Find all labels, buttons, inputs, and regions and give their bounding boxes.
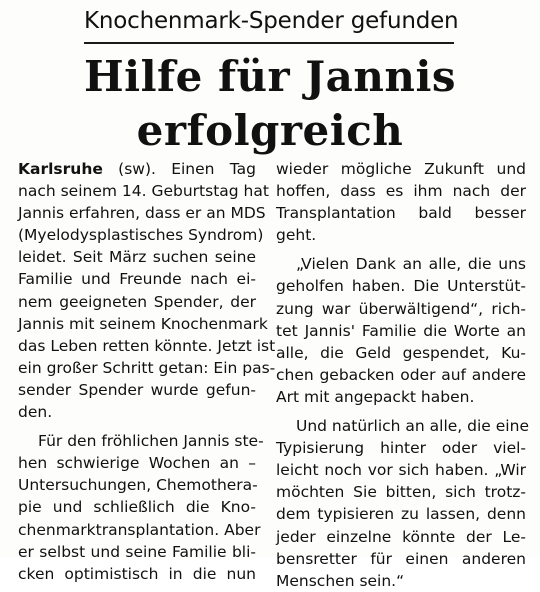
body-line: er selbst und seine Familie bli- <box>18 542 256 561</box>
dateline: Karlsruhe <box>18 160 103 178</box>
body-line: chenmarktransplantation. Aber <box>18 520 261 539</box>
body-line: „Vielen Dank an alle, die uns <box>296 255 526 274</box>
paragraph-gap <box>18 423 256 430</box>
right-column <box>276 158 529 592</box>
body-line: hen schwierige Wochen an – <box>18 454 256 473</box>
body-line: geholfen haben. Die Unterstüt- <box>276 277 526 296</box>
body-line: ein großer Schritt getan: Ein pas- <box>18 358 276 377</box>
body-line: chen gebacken oder auf andere <box>276 365 526 384</box>
body-line: das Leben retten könnte. Jetzt ist <box>18 336 276 355</box>
body-line: hoffen, dass es ihm nach der <box>276 182 526 201</box>
body-line: jeder einzelne könnte der Le- <box>276 527 526 546</box>
body-line: wieder mögliche Zukunft und <box>276 160 526 178</box>
body-line: Typisierung hinter oder viel- <box>276 439 526 458</box>
left-column <box>18 158 276 585</box>
body-line: Untersuchungen, Chemothera- <box>18 476 258 495</box>
body-line: leicht noch vor sich haben. „Wir <box>276 461 526 480</box>
body-line: dem typisieren zu lassen, denn <box>276 505 526 524</box>
body-line: Art mit angepackt haben. <box>276 387 475 406</box>
body-line: pie und schließlich die Kno- <box>18 498 256 517</box>
body-line: sender Spender wurde gefun- <box>18 380 256 399</box>
body-line: leidet. Seit März suchen seine <box>18 248 256 267</box>
body-line: alle, die Geld gespendet, Ku- <box>276 343 526 362</box>
body-line: möchten Sie bitten, sich trotz- <box>276 483 526 502</box>
headline-line-2: erfolgreich <box>136 106 404 155</box>
body-line: zung war überwältigend“, rich- <box>276 299 526 318</box>
body-line: nem geeigneten Spender, der <box>18 292 256 311</box>
body-line: geht. <box>276 226 317 245</box>
kicker-line: Knochenmark-Spender gefunden <box>84 4 454 44</box>
body-line: Jannis erfahren, dass er an MDS <box>18 204 266 223</box>
body-line: Für den fröhlichen Jannis ste- <box>38 432 264 451</box>
body-line: Und natürlich an alle, die eine <box>296 417 529 436</box>
body-line: Jannis mit seinem Knochenmark <box>18 314 268 333</box>
body-line: Menschen sein.“ <box>276 571 405 590</box>
body-line: (Myelodysplastisches Syndrom) <box>18 226 264 245</box>
paragraph-gap <box>276 408 526 415</box>
body-line: Familie und Freunde nach ei- <box>18 270 256 289</box>
body-line: bensretter für einen anderen <box>276 549 526 568</box>
body-line: nach seinem 14. Geburtstag hat <box>18 182 269 201</box>
headline-line-1: Hilfe für Jannis <box>83 52 457 101</box>
body-line: tet Jannis' Familie die Worte an <box>276 321 526 340</box>
body-line: cken optimistisch in die nun <box>18 564 256 583</box>
paragraph-gap <box>276 246 526 253</box>
body-line: Transplantation bald besser <box>276 204 526 223</box>
body-line: den. <box>18 403 53 422</box>
body-line: Karlsruhe (sw). Einen Tag <box>18 160 256 178</box>
